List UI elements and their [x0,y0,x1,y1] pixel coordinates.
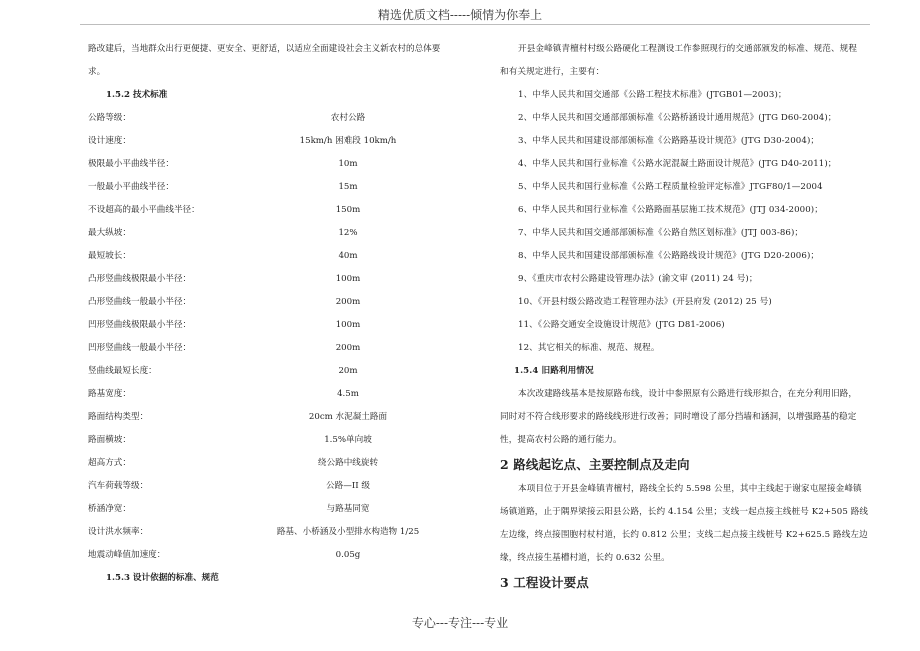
standard-row [88,360,468,383]
standard-label: 地震动峰值加速度： [88,550,166,560]
reference-item: 11、《公路交通安全设施设计规范》(JTG D81-2006) [518,320,725,330]
reference-item: 10、《开县村级公路改造工程管理办法》(开县府发 (2012) 25 号) [518,297,772,307]
section-heading-2: 2 路线起讫点、主要控制点及走向 [500,457,690,472]
section-heading-1-5-3: 1.5.3 设计依据的标准、规范 [106,573,219,583]
standard-row [88,521,468,544]
standard-value: 200m [335,343,361,353]
standard-label: 不设超高的最小平曲线半径： [88,205,200,215]
paragraph-line: 本次改建路线基本是按原路布线，设计中参照原有公路进行线形拟合，在充分利用旧路， [518,389,858,399]
reference-item: 2、中华人民共和国交通部部颁标准《公路桥涵设计通用规范》(JTG D60-2004)； [518,113,837,123]
standard-value: 与路基同宽 [326,504,370,514]
standard-value: 100m [335,274,361,284]
standard-value: 20m [338,366,358,376]
paragraph-line: 本项目位于开县金峰镇青檀村，路线全长约 5.598 公里，其中主线起于谢家屯屋接金峰镇 [518,484,862,494]
standard-value: 公路—II 级 [326,481,370,491]
standard-row [88,222,468,245]
standard-value: 15m [338,182,358,192]
standard-label: 凹形竖曲线极限最小半径： [88,320,192,330]
standard-value: 40m [338,251,358,261]
standard-row [88,291,468,314]
standard-row [88,337,468,360]
standard-row [88,498,468,521]
paragraph-line: 性，提高农村公路的通行能力。 [500,435,622,445]
standard-row [88,406,468,429]
intro-line: 路改建后，当地群众出行更便捷、更安全、更舒适，以适应全面建设社会主义新农村的总体要 [88,44,441,54]
standard-value: 100m [335,320,361,330]
reference-item: 8、中华人民共和国建设部部颁标准《公路路线设计规范》(JTG D20-2006)； [518,251,820,261]
standard-value: 15km/h 困难段 10km/h [299,136,397,146]
reference-item: 3、中华人民共和国建设部部颁标准《公路路基设计规范》(JTG D30-2004)； [518,136,820,146]
page-header: 精选优质文档-----倾情为你奉上 [377,8,543,22]
standard-label: 桥涵净宽： [88,504,131,514]
standard-value: 10m [338,159,358,169]
standard-row [88,176,468,199]
standard-label: 超高方式： [88,458,131,468]
reference-item: 6、中华人民共和国行业标准《公路路面基层施工技术规范》(JTJ 034-2000)； [518,205,823,215]
reference-item: 4、中华人民共和国行业标准《公路水泥混凝土路面设计规范》(JTG D40-2011)； [518,159,837,169]
right-column [500,38,872,596]
standard-label: 竖曲线最短长度： [88,366,157,376]
standard-label: 路面横坡： [88,435,131,445]
standard-label: 凹形竖曲线一般最小半径： [88,343,192,353]
header-rule [80,24,870,25]
standard-row [88,383,468,406]
paragraph-line: 左边缘，终点接围胞村杖村道，长约 0.812 公里；支线二起点接主线桩号 K2+625.5 路线左边 [500,530,868,540]
standard-row [88,153,468,176]
page-footer: 专心---专注---专业 [411,616,509,630]
standard-label: 一般最小平曲线半径： [88,182,174,192]
standard-row [88,429,468,452]
section-heading-3: 3 工程设计要点 [500,575,589,590]
reference-item: 1、中华人民共和国交通部《公路工程技术标准》(JTGB01—2003)； [518,90,787,100]
standard-row [88,199,468,222]
reference-item: 12、其它相关的标准、规范、规程。 [518,343,660,353]
standard-row [88,130,468,153]
standard-value: 1.5%单向坡 [324,435,372,445]
standard-label: 设计洪水频率： [88,527,149,537]
standard-value: 农村公路 [330,113,366,123]
reference-item: 5、中华人民共和国行业标准《公路工程质量检验评定标准》JTGF80/1—2004 [518,182,823,192]
standard-label: 路面结构类型： [88,412,149,422]
intro-line: 求。 [88,67,106,77]
standard-row [88,452,468,475]
standard-label: 公路等级： [88,113,131,123]
standard-value: 0.05g [335,550,361,560]
section-heading-1-5-2: 1.5.2 技术标准 [106,90,168,100]
standard-row [88,268,468,291]
intro-line: 开县金峰镇青檀村村级公路硬化工程测设工作参照现行的交通部颁发的标准、规范、规程 [518,44,858,54]
standard-value: 20cm 水泥凝土路面 [308,412,388,422]
section-heading-1-5-4: 1.5.4 旧路利用情况 [514,366,594,376]
left-column [88,38,468,590]
standard-value: 4.5m [337,389,359,399]
paragraph-line: 缘，终点接生基槽村道，长约 0.632 公里。 [500,553,670,563]
standard-value: 绕公路中线旋转 [317,458,379,468]
standard-value: 200m [335,297,361,307]
standard-row [88,107,468,130]
standard-value: 150m [335,205,361,215]
standard-value: 路基、小桥涵及小型排水构造物 1/25 [276,527,420,537]
standard-row [88,544,468,567]
standard-row [88,314,468,337]
paragraph-line: 同时对不符合线形要求的路线线形进行改善；同时增设了部分挡墙和涵洞，以增强路基的稳定 [500,412,857,422]
standard-label: 最短坡长： [88,251,131,261]
standard-row [88,475,468,498]
standard-label: 设计速度： [88,136,131,146]
standard-label: 路基宽度： [88,389,131,399]
standard-label: 凸形竖曲线一般最小半径： [88,297,192,307]
standard-label: 极限最小平曲线半径： [88,159,174,169]
reference-item: 9、《重庆市农村公路建设管理办法》(渝文审 (2011) 24 号)； [518,274,758,284]
standard-label: 汽车荷载等级： [88,481,149,491]
standard-row [88,245,468,268]
intro-line: 和有关规定进行，主要有： [500,67,605,77]
standard-value: 12% [338,228,358,238]
standard-label: 最大纵坡： [88,228,131,238]
standard-label: 凸形竖曲线极限最小半径： [88,274,192,284]
reference-item: 7、中华人民共和国交通部部颁标准《公路自然区划标准》(JTJ 003-86)； [518,228,804,238]
paragraph-line: 场镇道路，止于隅界梁接云阳县公路，长约 4.154 公里；支线一起点接主线桩号 K2+505 路线 [500,507,869,517]
